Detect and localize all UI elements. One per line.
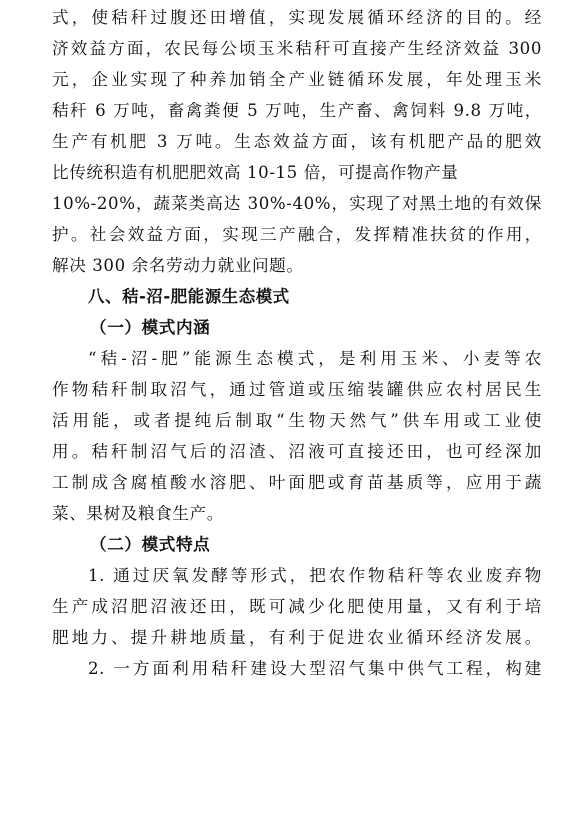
text-line: 秸秆 6 万吨，畜禽粪便 5 万吨，生产畜、禽饲料 9.8 万吨， — [52, 101, 542, 120]
text-line: 菜、果树及粮食生产。 — [52, 504, 224, 523]
text-line: 生产成沼肥沼液还田，既可减少化肥使用量，又有利于培 — [52, 597, 542, 616]
paragraph-model-connotation — [52, 343, 542, 529]
subheading-model-features: （二）模式特点 — [90, 534, 211, 554]
section-heading: 八、秸-沼-肥能源生态模式 — [88, 287, 290, 306]
text-line: 比传统积造有机肥肥效高 10-15 倍，可提高作物产量 — [52, 163, 459, 182]
text-line: 2. 一方面利用秸秆建设大型沼气集中供气工程，构建 — [88, 659, 542, 678]
paragraph-economic-benefits — [52, 2, 542, 281]
text-line: 用。秸秆制沼气后的沼渣、沼液可直接还田，也可经深加 — [52, 442, 542, 461]
text-line: 护。社会效益方面，实现三产融合，发挥精准扶贫的作用， — [52, 225, 542, 244]
text-line: 肥地力、提升耕地质量，有利于促进农业循环经济发展。 — [52, 628, 542, 647]
text-line: 作物秸秆制取沼气，通过管道或压缩装罐供应农村居民生 — [52, 380, 542, 399]
text-line: 活用能，或者提纯后制取“生物天然气”供车用或工业使 — [52, 411, 542, 430]
paragraph-feature-1 — [52, 560, 542, 653]
text-line: 生产有机肥 3 万吨。生态效益方面，该有机肥产品的肥效 — [52, 132, 542, 151]
text-line: 解决 300 余名劳动力就业问题。 — [52, 256, 304, 275]
paragraph-feature-2 — [52, 653, 542, 684]
subheading-model-connotation: （一）模式内涵 — [90, 317, 211, 337]
text-line: 10%-20%，蔬菜类高达 30%-40%，实现了对黑土地的有效保 — [52, 194, 542, 213]
text-line: 元，企业实现了种养加销全产业链循环发展，年处理玉米 — [52, 70, 542, 89]
text-line: 工制成含腐植酸水溶肥、叶面肥或育苗基质等，应用于蔬 — [52, 473, 542, 492]
text-line: 式，使秸秆过腹还田增值，实现发展循环经济的目的。经 — [52, 8, 542, 27]
document-page — [52, 0, 542, 684]
text-line: 1. 通过厌氧发酵等形式，把农作物秸秆等农业废弃物 — [88, 566, 542, 585]
text-line: 济效益方面，农民每公顷玉米秸秆可直接产生经济效益 300 — [52, 39, 542, 58]
text-line: “秸-沼-肥”能源生态模式，是利用玉米、小麦等农 — [88, 349, 542, 368]
